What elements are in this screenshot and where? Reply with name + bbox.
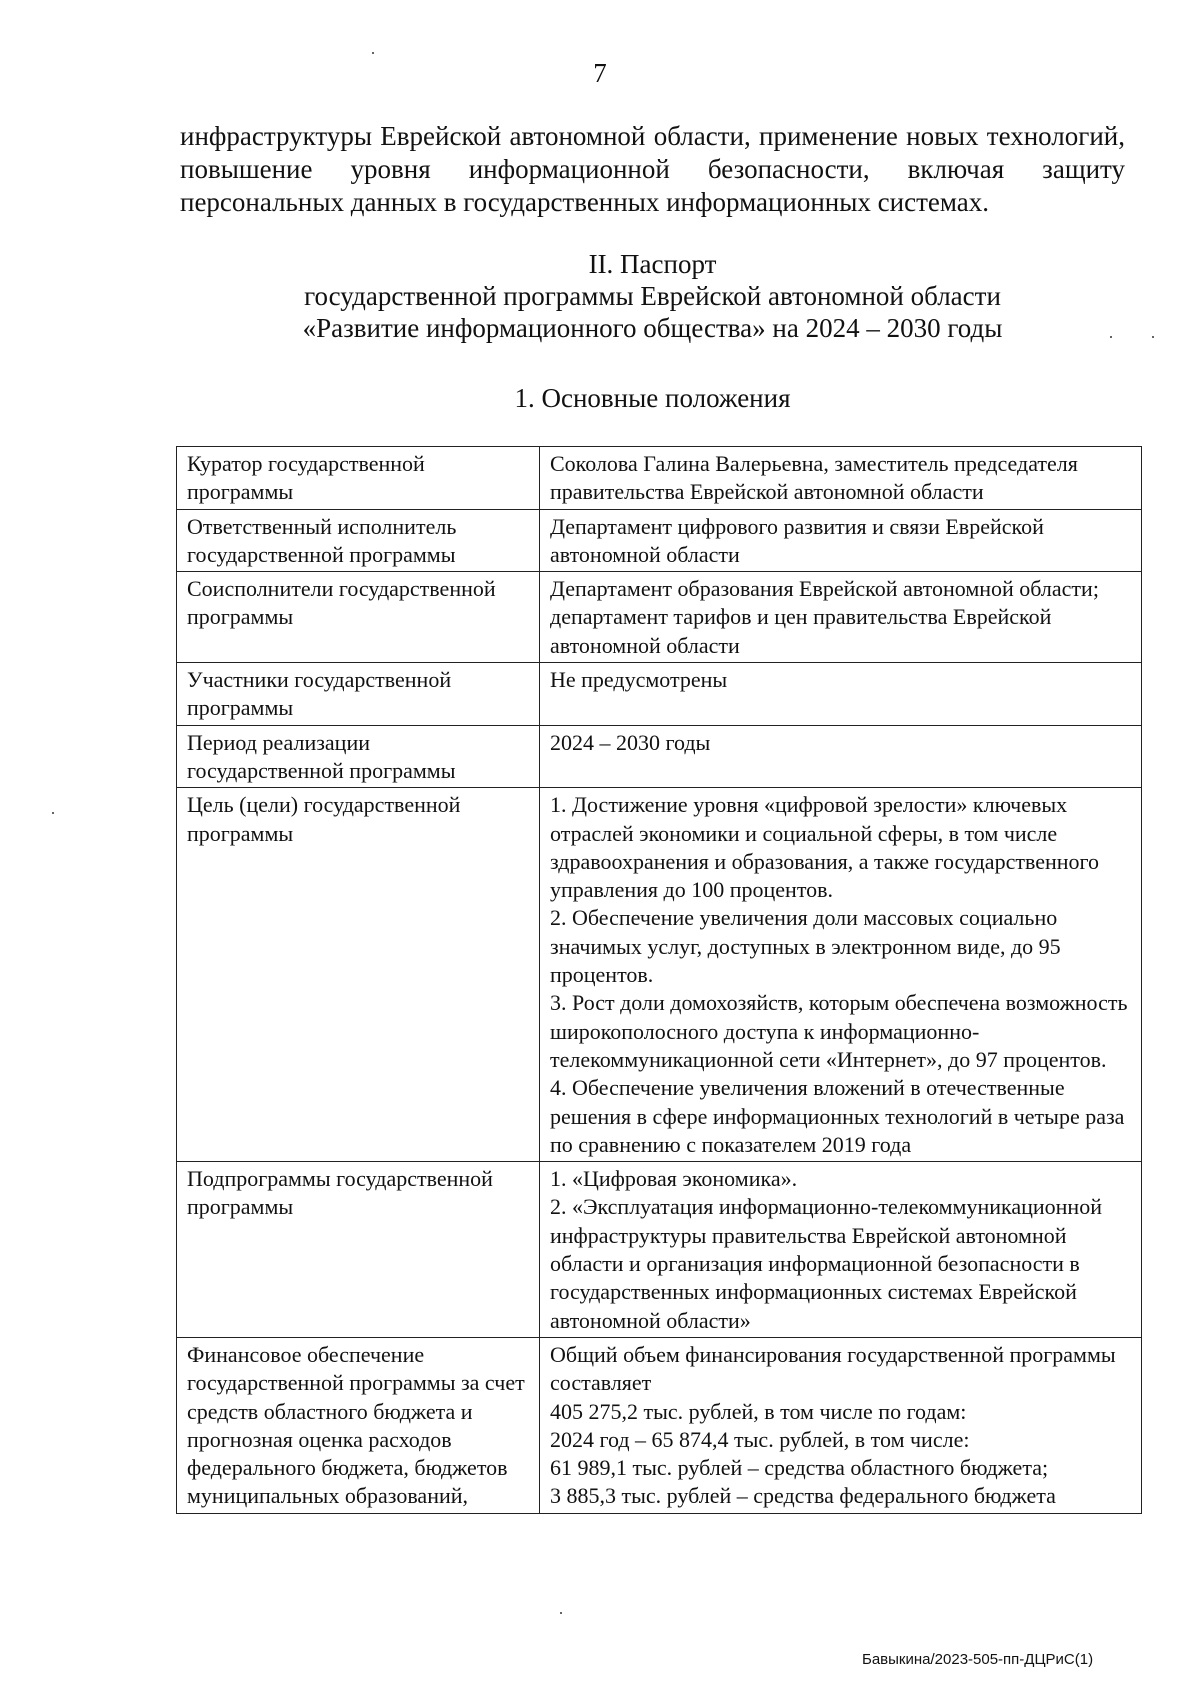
table-row — [177, 1162, 1142, 1338]
row-label: Подпрограммы государственной программы — [177, 1162, 540, 1338]
subsection-title: 1. Основные положения — [514, 383, 791, 413]
row-label: Финансовое обеспечение государственной программы за счет средств областного бюджета и прогнозная оценка расходов федерального бюджета, бюджетов муниципальных образований, — [177, 1337, 540, 1513]
scan-speck — [372, 52, 374, 54]
value-line: Не предусмотрены — [550, 667, 728, 693]
row-label: Куратор государственной программы — [177, 447, 540, 510]
value-line: 61 989,1 тыс. рублей – средства областного бюджета; — [550, 1455, 1049, 1481]
value-line: 3 885,3 тыс. рублей – средства федерального бюджета — [550, 1483, 1056, 1509]
table-row — [177, 663, 1142, 726]
value-line: 1. Достижение уровня «цифровой зрелости» ключевых отраслей экономики и социальной сферы, в том числе здравоохранения и образования, а также государственного управления до 100 процентов. — [550, 792, 1100, 903]
value-line: департамент тарифов и цен правительства Еврейской автономной области — [550, 604, 1052, 658]
value-line: Соколова Галина Валерьевна, заместитель председателя правительства Еврейской автономной области — [550, 451, 1078, 505]
row-value — [540, 1162, 1142, 1338]
row-label: Период реализации государственной программы — [177, 725, 540, 788]
scan-speck — [1110, 336, 1112, 338]
row-label: Ответственный исполнитель государственной программы — [177, 509, 540, 572]
table-row — [177, 509, 1142, 572]
section-title-line-3: «Развитие информационного общества» на 2024 – 2030 годы — [302, 313, 1003, 343]
value-line: Общий объем финансирования государственной программы составляет — [550, 1341, 1116, 1396]
value-line: 2. Обеспечение увеличения доли массовых социально значимых услуг, доступных в электронном виде, до 95 процентов. — [550, 905, 1061, 988]
value-line: 2024 – 2030 годы — [550, 729, 711, 755]
section-title-line-2: государственной программы Еврейской автономной области — [304, 281, 1001, 311]
table-row — [177, 447, 1142, 510]
table-row — [177, 788, 1142, 1162]
intro-paragraph — [180, 120, 1125, 219]
table-row — [177, 1337, 1142, 1513]
scan-speck — [560, 1612, 562, 1614]
row-label: Цель (цели) государственной программы — [177, 788, 540, 1162]
scan-speck — [52, 812, 54, 814]
intro-text: инфраструктуры Еврейской автономной области, применение новых технологий, повышение уровня информационной безопасности, включая защиту персональных данных в государственных информационных системах. — [180, 121, 1125, 217]
section-number-title: II. Паспорт — [588, 249, 717, 279]
value-line: 1. «Цифровая экономика». — [550, 1166, 798, 1192]
row-value — [540, 725, 1142, 788]
row-value — [540, 509, 1142, 572]
scan-speck — [1152, 336, 1154, 338]
value-line: 2. «Эксплуатация информационно-телекоммуникационной инфраструктуры правительства Еврейской автономной области и организация информационной безопасности в государственных информационных системах Еврейской автономной области» — [550, 1194, 1102, 1333]
row-value — [540, 663, 1142, 726]
row-label: Участники государственной программы — [177, 663, 540, 726]
row-label: Соисполнители государственной программы — [177, 572, 540, 663]
value-line: Департамент цифрового развития и связи Еврейской автономной области — [550, 513, 1044, 567]
row-value — [540, 788, 1142, 1162]
footer-document-code: Бавыкина/2023-505-пп-ДЦРиС(1) — [862, 1651, 1094, 1668]
row-value — [540, 1337, 1142, 1513]
table-row — [177, 572, 1142, 663]
row-value — [540, 447, 1142, 510]
table-row — [177, 725, 1142, 788]
page-number: 7 — [593, 58, 607, 88]
section-heading — [180, 248, 1125, 344]
value-line: Департамент образования Еврейской автономной области; — [550, 576, 1099, 602]
value-line: 3. Рост доли домохозяйств, которым обеспечена возможность широкополосного доступа к информационно-телекоммуникационной сети «Интернет», до 97 процентов. — [550, 990, 1128, 1072]
value-line: 4. Обеспечение увеличения вложений в отечественные решения в сфере информационных технологий в четыре раза по сравнению с показателем 2019 года — [550, 1075, 1125, 1157]
row-value — [540, 572, 1142, 663]
value-line: 2024 год – 65 874,4 тыс. рублей, в том числе: — [550, 1426, 970, 1452]
value-line: 405 275,2 тыс. рублей, в том числе по годам: — [550, 1398, 967, 1424]
passport-table — [176, 446, 1142, 1514]
